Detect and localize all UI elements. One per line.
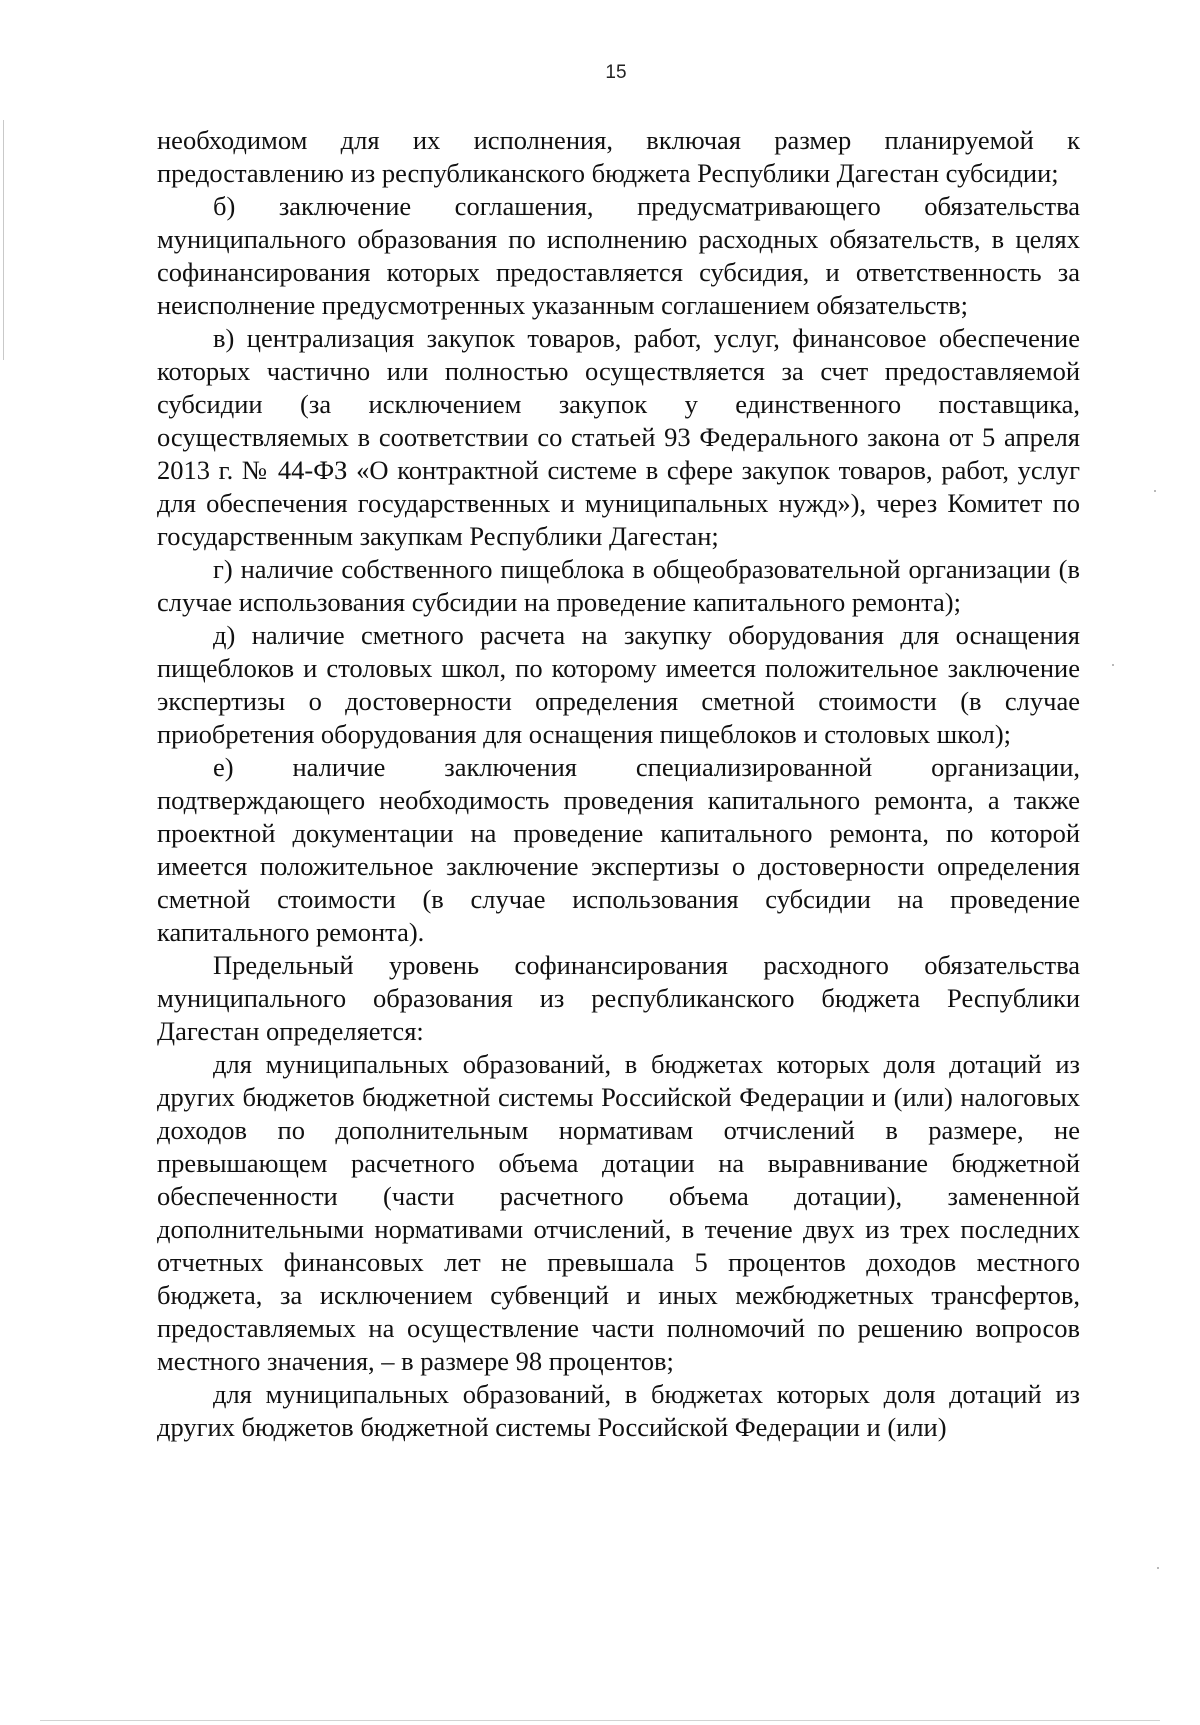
paragraph-98-percent: для муниципальных образований, в бюджетах которых доля дотаций из других бюджетов бюджетной системы Российской Федерации и (или) налоговых доходов по дополнительным нормативам отчислений в размере, не превышающем расчетного объема дотации на выравнивание бюджетной обеспеченности (части расчетного объема дотации), замененной дополнительными нормативами отчислений, в течение двух из трех последних отчетных финансовых лет не превышала 5 процентов доходов местного бюджета, за исключением субвенций и иных межбюджетных трансфертов, предоставляемых на осуществление части полномочий по решению вопросов местного значения, – в размере 98 процентов; — [157, 1049, 1080, 1376]
scan-speck — [1112, 664, 1114, 666]
body-text — [157, 124, 1080, 1444]
paragraph-item-g: г) наличие собственного пищеблока в общеобразовательной организации (в случае использования субсидии на проведение капитального ремонта); — [157, 554, 1080, 617]
paragraph-continuation: необходимом для их исполнения, включая размер планируемой к предоставлению из республиканского бюджета Республики Дагестан субсидии; — [157, 125, 1080, 188]
paragraph-item-b: б) заключение соглашения, предусматривающего обязательства муниципального образования по исполнению расходных обязательств, в целях софинансирования которых предоставляется субсидия, и ответственность за неисполнение предусмотренных указанным соглашением обязательств; — [157, 191, 1080, 320]
page-number: 15 — [605, 62, 627, 83]
paragraph-item-e: е) наличие заключения специализированной организации, подтверждающего необходимость проведения капитального ремонта, а также проектной документации на проведение капитального ремонта, по которой имеется положительное заключение экспертизы о достоверности определения сметной стоимости (в случае использования субсидии на проведение капитального ремонта). — [157, 752, 1080, 947]
scan-edge-bottom — [40, 1720, 1160, 1721]
paragraph-continued: для муниципальных образований, в бюджетах которых доля дотаций из других бюджетов бюджетной системы Российской Федерации и (или) — [157, 1379, 1080, 1442]
scan-edge-left — [3, 120, 4, 360]
paragraph-item-v: в) централизация закупок товаров, работ, услуг, финансовое обеспечение которых частично или полностью осуществляется за счет предоставляемой субсидии (за исключением закупок у единственного поставщика, осуществляемых в соответствии со статьей 93 Федерального закона от 5 апреля 2013 г. № 44-ФЗ «О контрактной системе в сфере закупок товаров, работ, услуг для обеспечения государственных и муниципальных нужд»), через Комитет по государственным закупкам Республики Дагестан; — [157, 323, 1080, 551]
paragraph-item-d: д) наличие сметного расчета на закупку оборудования для оснащения пищеблоков и столовых школ, по которому имеется положительное заключение экспертизы о достоверности определения сметной стоимости (в случае приобретения оборудования для оснащения пищеблоков и столовых школ); — [157, 620, 1080, 749]
paragraph-cofinancing-level: Предельный уровень софинансирования расходного обязательства муниципального образования из республиканского бюджета Республики Дагестан определяется: — [157, 950, 1080, 1046]
scan-speck — [1157, 1567, 1159, 1569]
scan-speck — [1154, 490, 1156, 492]
